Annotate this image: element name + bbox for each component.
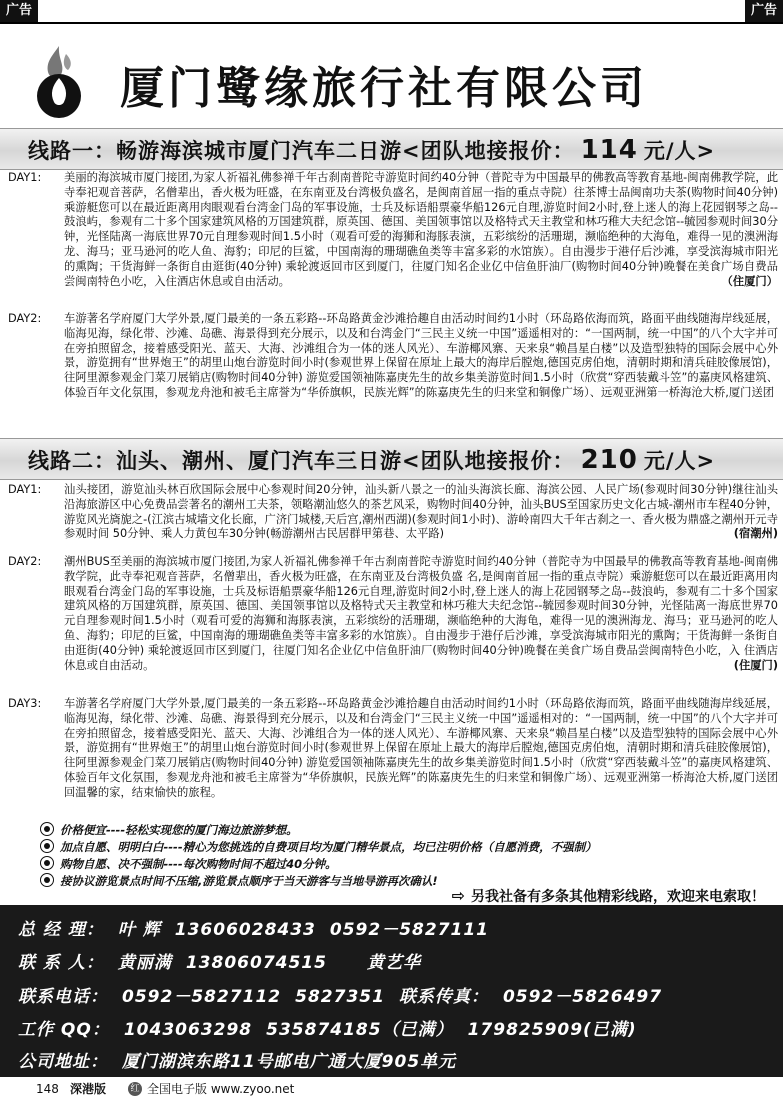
contact-person-row: 联 系 人： 黄丽满 13806074515 黄艺华 (18, 953, 421, 973)
notes-list (40, 822, 780, 890)
egret-flame-logo-icon (22, 42, 96, 120)
route2-day2-stay: (住厦门) (733, 658, 778, 672)
red-badge-icon: 红 (128, 1082, 142, 1096)
route1-price: 114 (580, 135, 638, 165)
page-footer (0, 1078, 783, 1100)
ad-tag-left: 广告 (0, 0, 38, 22)
note-item: 价格便宜----轻松实现您的厦门海边旅游梦想。 (40, 822, 780, 839)
contact-qq-row: 工作 QQ： 1043063298 535874185（已满） 179825909(已满) (18, 1020, 637, 1040)
company-name: 厦门鹭缘旅行社有限公司 (120, 63, 648, 114)
route1-day1: DAY1: 美丽的海滨城市厦门接团,为家人祈福礼佛参禅千年古刹南普陀寺游览时间约40分钟（普陀寺为中国最早的佛教高等教育基地-闽南佛教学院，此寺奉祀观音菩萨，名僧辈出，香火极为旺盛，在东南亚及台湾极负盛名，是闽南首屈一指的重点寺院）往茶博士品闽南功夫茶(购物时间40分钟)乘游艇您可以在最近距离用肉眼观看台湾金门岛的军事设施，士兵及标语船票豪华船126元自理,游览时间2小时,登上迷人的海上花园钢琴之岛--鼓浪屿，参观有二十多个国家建筑风格的万国建筑群，原英国、德国、美国领事馆以及格特式天主教堂和林巧稚大夫纪念馆--毓园参观时间30分钟，光怪陆离一海底世界70元自理参观时间1.5小时（观看可爱的海狮和海豚表演，五彩缤纷的活珊瑚，濒临绝种的大海龟，难得一见的澳洲海龙、海马；亚马逊河的吃人鱼、海豹；印尼的巨鲨，中国南海的珊瑚礁鱼类等丰富多彩的水馆族）。自由漫步于港仔后沙滩，享受滨海城市阳光的熏陶；干货海鲜一条街自由逛街(40分钟) 乘轮渡返回市区到厦门，往厦门知名企业亿中信鱼肝油厂(购物时间40分钟)晚餐在美食广场自费品尝闽南特色小吃，入住酒店休息或自由活动。 （住厦门） (8, 171, 778, 288)
route2-title: 线路二：汕头、潮州、厦门汽车三日游<团队地接报价： 210 元/人> (28, 445, 716, 475)
header (0, 30, 783, 125)
contact-manager-row: 总 经 理： 叶 辉 13606028433 0592－5827111 (18, 920, 490, 940)
edition-label: 深港版 (70, 1082, 107, 1096)
bullet-icon (40, 873, 54, 887)
note-item: 加点自愿、明明白白----精心为您挑选的自费项目均为厦门精华景点，均已注明价格（自愿消费，不强制） (40, 839, 780, 856)
contact-address-row: 公司地址： 厦门湖滨东路11号邮电广通大厦905单元 (18, 1052, 457, 1072)
route2-price: 210 (580, 445, 638, 475)
route1-day1-stay: （住厦门） (721, 274, 778, 288)
top-bar (0, 0, 783, 24)
contact-block (0, 905, 783, 1077)
route2-banner (0, 438, 783, 480)
route2-day1-stay: (宿潮州) (733, 527, 778, 541)
route2-day1: DAY1: 汕头接团，游览汕头林百欣国际会展中心参观时间20分钟，汕头新八景之一的汕头海滨长廊、海滨公园、人民广场(参观时间30分钟)继往汕头沿海旅游区中心免费品尝著名的潮州工夫茶，领略潮汕悠久的茶艺风采，购物时间40分钟，汕头BUS至国家历史文化古城-潮州市车程40分钟，游览风光旖旎之-(江滨古城墙文化长廊，广济门城楼,天后宫,潮州西湖)(参观时间1小时)、游岭南四大千年古刹之一、香火极为鼎盛之潮州开元寺参观时间 50分钟、乘人力黄包车30分钟(畅游潮州古民居群甲第巷、太平路) (宿潮州) (8, 483, 778, 541)
more-routes-note: ⇨ 另我社备有多条其他精彩线路，欢迎来电索取！ (451, 886, 765, 905)
route1-day2: DAY2: 车游著名学府厦门大学外景,厦门最美的一条五彩路--环岛路黄金沙滩拾趣自由活动时间约1小时（环岛路依海而筑，路面平曲线随海岸线延展，临海见海，绿化带、沙滩、岛礁、海景得到充分展示，以及和台湾金门“三民主义统一中国”遥遥相对的：“一国两制，统一中国”的八个大字并可在旁拍照留念，接着感受阳光、蓝天、大海、沙滩组合为一体的迷人风光）、车游椰风寨、天来泉“赖昌星白楼”以及造型独特的国际会展中心外景，游览拥有“世界炮王”的胡里山炮台游览时间小时(参观世界上保留在原址上最大的海岸后膛炮,德国克虏伯炮，清朝时期和清兵硅胶像展馆)，往阿里源参观金门菜刀展销店(购物时间40分钟) 游览爱国领袖陈嘉庚先生的故乡集美游览时间1.5小时（欣赏“穿西装戴斗笠”的嘉庚风格建筑、体验百年文化氛围，参观龙舟池和被毛主席誉为“华侨旗帜，民族光辉”的陈嘉庚先生的归来堂和铜像广场）、远观亚洲第一桥海沧大桥,厦门送团 (8, 312, 778, 399)
arrow-right-icon: ⇨ (451, 886, 465, 905)
contact-tel-row: 联系电话： 0592－5827112 5827351 联系传真： 0592－5826497 (18, 987, 663, 1007)
bullet-icon (40, 839, 54, 853)
page-number: 148 (36, 1082, 59, 1096)
bullet-icon (40, 822, 54, 836)
site-url: 全国电子版 www.zyoo.net (147, 1082, 295, 1096)
route2-day3: DAY3: 车游著名学府厦门大学外景,厦门最美的一条五彩路--环岛路黄金沙滩拾趣自由活动时间约1小时（环岛路依海而筑，路面平曲线随海岸线延展，临海见海，绿化带、沙滩、岛礁、海景得到充分展示，以及和台湾金门“三民主义统一中国”遥遥相对的：“一国两制，统一中国”的八个大字并可在旁拍照留念，接着感受阳光、蓝天、大海、沙滩组合为一体的迷人风光）、车游椰风寨、天来泉“赖昌星白楼”以及造型独特的国际会展中心外景，游览拥有“世界炮王”的胡里山炮台游览时间小时(参观世界上保留在原址上最大的海岸后膛炮,德国克虏伯炮，清朝时期和清兵硅胶像展馆)，往阿里源参观金门菜刀展销店(购物时间40分钟) 游览爱国领袖陈嘉庚先生的故乡集美游览时间1.5小时（欣赏“穿西装戴斗笠”的嘉庚风格建筑、体验百年文化氛围，参观龙舟池和被毛主席誉为“华侨旗帜，民族光辉”的陈嘉庚先生的归来堂和铜像广场）、远观亚洲第一桥海沧大桥,厦门送团 回温馨的家，结束愉快的旅程。 (8, 697, 778, 799)
route1-title: 线路一：畅游海滨城市厦门汽车二日游<团队地接报价： 114 元/人> (28, 135, 716, 165)
note-item: 接协议游览景点时间不压缩,游览景点顺序于当天游客与当地导游再次确认! (40, 873, 780, 890)
note-item: 购物自愿、决不强制----每次购物时间不超过40分钟。 (40, 856, 780, 873)
route1-banner (0, 128, 783, 170)
bullet-icon (40, 856, 54, 870)
route2-day2: DAY2: 潮州BUS至美丽的海滨城市厦门接团,为家人祈福礼佛参禅千年古刹南普陀寺游览时间约40分钟（普陀寺为中国最早的佛教高等教育基地-闽南佛教学院，此寺奉祀观音菩萨，名僧辈出，香火极为旺盛，在东南亚及台湾极负盛 名,是闽南首屈一指的重点寺院）乘游艇您可以在最近距离用肉眼观看台湾金门岛的军事设施，士兵及标语船票豪华船126元自理,游览时间2小时,登上迷人的海上花园钢琴之岛--鼓浪屿，参观有二十多个国家建筑风格的万国建筑群，原英国、德国、美国领事馆以及格特式天主教堂和林巧稚大夫纪念馆--毓园参观时间30分钟，光怪陆离一海底世界70元自理参观时间1.5小时（观看可爱的海狮和海豚表演，五彩缤纷的活珊瑚，濒临绝种的大海龟，难得一见的澳洲海龙、海马；亚马逊河的吃人鱼、海豹；印尼的巨鲨，中国南海的珊瑚礁鱼类等丰富多彩的水馆族）。自由漫步于港仔后沙滩，享受滨海城市阳光的熏陶；干货海鲜一条街自由逛街(40分钟) 乘轮渡返回市区到厦门，往厦门知名企业亿中信鱼肝油厂(购物时间40分钟)晚餐在美食广场自费品尝闽南特色小吃，入 住酒店休息或自由活动。 (住厦门) (8, 555, 778, 672)
ad-tag-right: 广告 (745, 0, 783, 22)
